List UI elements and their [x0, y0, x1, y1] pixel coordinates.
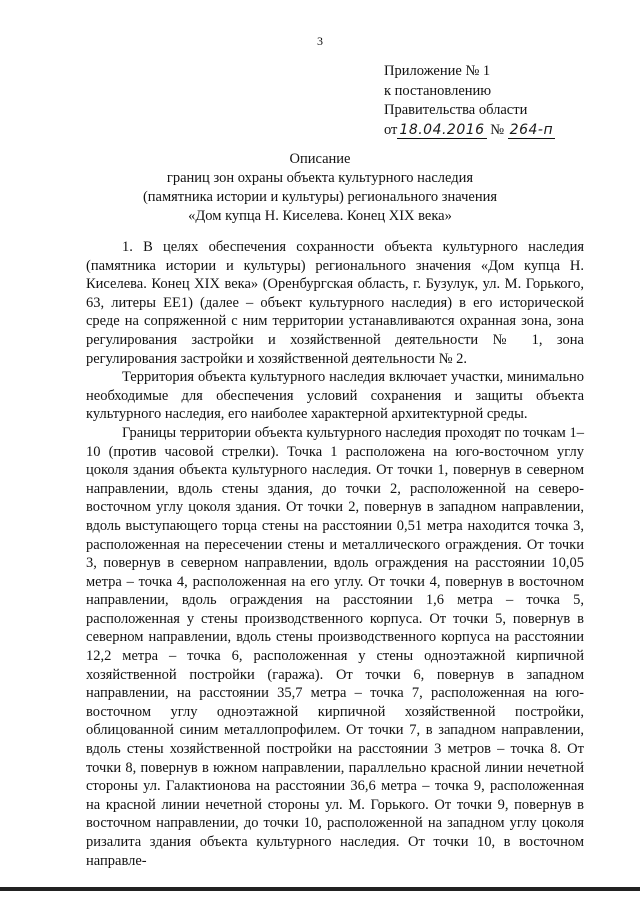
- document-body: [86, 238, 584, 870]
- appendix-date-line: [384, 121, 555, 141]
- paragraph-1: 1. В целях обеспечения сохранности объекта культурного наследия (памятника истории и культуры) регионального значения «Дом купца Н. Киселева. Конец XIX века» (Оренбургская область, г. Бузулук, ул. М. Горького, 63, литеры ЕЕ1) (далее – объект культурного наследия) в его исторической среде на сопряженной с ним территории устанавливаются охранная зона, зона регулирования застройки и хозяйственной деятельности № 1, зона регулирования застройки и хозяйственной деятельности № 2.: [86, 239, 584, 367]
- appendix-title: Приложение № 1: [384, 63, 491, 79]
- appendix-block: [384, 62, 555, 140]
- appendix-line-3: Правительства области: [384, 102, 528, 118]
- heading-line-3: (памятника истории и культуры) регионального значения: [142, 189, 498, 205]
- heading-title: Описание: [289, 151, 351, 167]
- paragraph-2: Территория объекта культурного наследия включает участки, минимально необходимые для обеспечения условий сохранения и защиты объекта культурного наследия, его наиболее характерной архитектурной среды.: [86, 369, 584, 423]
- number-prefix: №: [490, 121, 505, 138]
- appendix-line-2: к постановлению: [384, 82, 492, 99]
- document-heading: [0, 150, 640, 226]
- paragraph-3: Границы территории объекта культурного наследия проходят по точкам 1–10 (против часовой стрелки). Точка 1 расположена на юго-восточном углу цоколя здания объекта культурного наследия. От точки 1, повернув в северном направлении, вдоль стены здания, до точки 2, расположенной на северо-восточном углу цоколя здания. От точки 2, повернув в западном направлении, вдоль выступающего торца стены на расстоянии 0,51 метра находится точка 3, расположенная на пересечении стены и металлического ограждения. От точки 3, повернув в северном направлении, вдоль ограждения на расстоянии 10,05 метра – точка 4, расположенная на его углу. От точки 4, повернув в восточном направлении, вдоль ограждения на расстоянии 1,6 метра – точка 5, расположенная у стены производственного корпуса. От точки 5, повернув в северном направлении, вдоль стены производственного корпуса на расстоянии 12,2 метра – точка 6, расположенная у стены одноэтажной кирпичной хозяйственной постройки (гаража). От точки 6, повернув в западном направлении, на расстоянии 35,7 метра – точка 7, расположенная на юго-восточном углу одноэтажной кирпичной хозяйственной постройки, облицованной синим металлопрофилем. От точки 7, в западном направлении, вдоль стены хозяйственной постройки на расстоянии 3 метров – точка 8. От точки 8, повернув в южном направлении, параллельно красной линии нечетной стороны ул. Галактионова на расстоянии 36,6 метра – точка 9, расположенная на красной линии нечетной стороны ул. М. Горького. От точки 9, повернув в восточном направлении, до точки 10, расположенной на западном углу цоколя ризалита здания объекта культурного наследия. От точки 10, в восточном направле-: [86, 424, 584, 869]
- handwritten-number: 264-п: [509, 121, 554, 138]
- page-number: 3: [317, 34, 323, 48]
- heading-line-2: границ зон охраны объекта культурного наследия: [166, 170, 474, 186]
- date-prefix: от: [384, 121, 398, 138]
- bottom-scan-edge: [0, 887, 640, 891]
- heading-line-4: «Дом купца Н. Киселева. Конец XIX века»: [188, 208, 452, 224]
- handwritten-date: 18.04.2016: [399, 121, 485, 138]
